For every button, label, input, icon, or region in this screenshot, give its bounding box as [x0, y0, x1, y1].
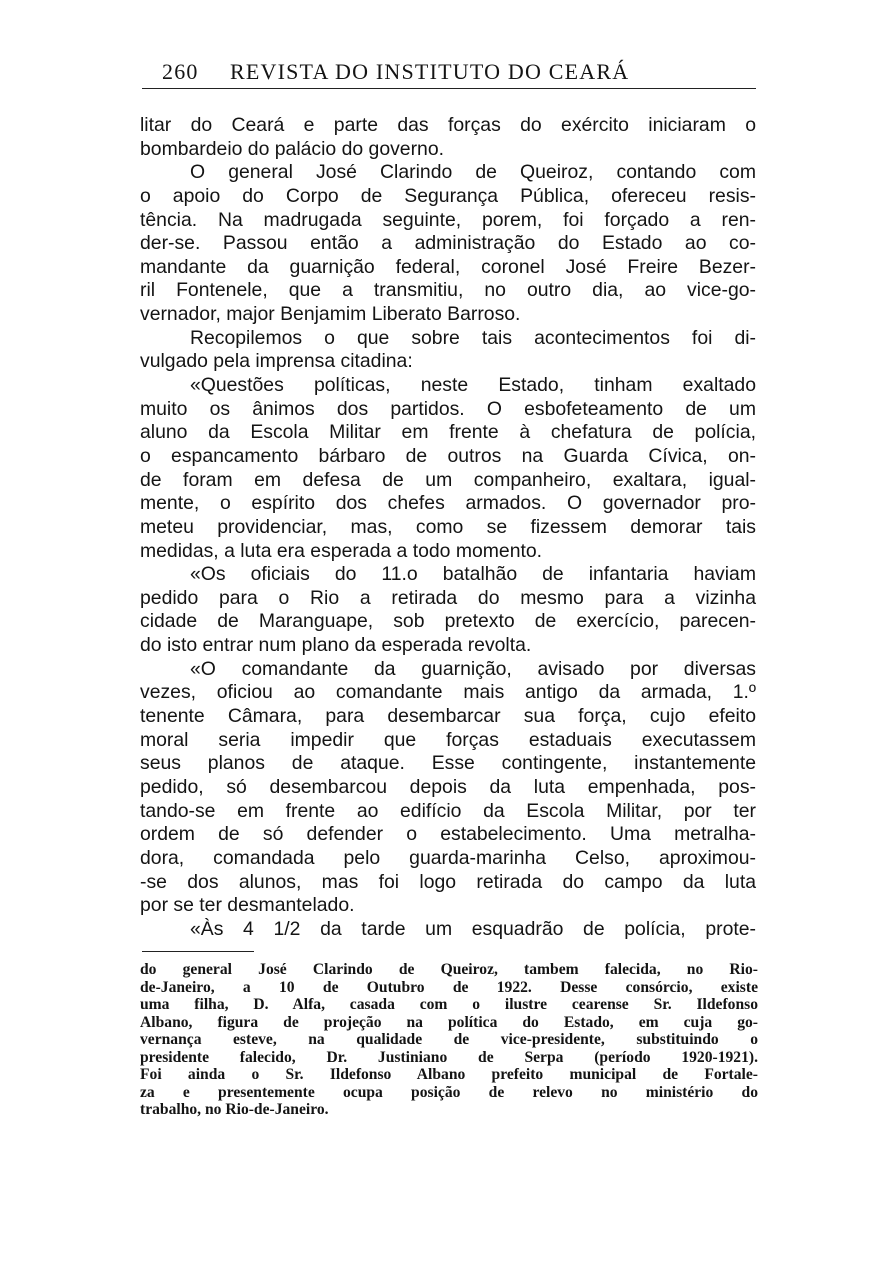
body-line: o espancamento bárbaro de outros na Guarda Cívica, on-	[140, 444, 756, 467]
body-line: mente, o espírito dos chefes armados. O governador pro-	[140, 492, 756, 515]
body-line: muito os ânimos dos partidos. O esbofeteamento de um	[140, 397, 756, 420]
body-line: dora, comandada pelo guarda-marinha Celso, aproximou-	[140, 846, 756, 869]
journal-title: REVISTA DO INSTITUTO DO CEARÁ	[230, 59, 630, 84]
body-line: meteu providenciar, mas, como se fizessem demorar tais	[140, 515, 756, 538]
footnote-line: do general José Clarindo de Queiroz, tambem falecida, no Rio-	[140, 961, 758, 978]
body-line: o apoio do Corpo de Segurança Pública, ofereceu resis-	[140, 184, 756, 207]
body-line: ril Fontenele, que a transmitiu, no outro dia, ao vice-go-	[140, 279, 756, 302]
footnote-line: presidente falecido, Dr. Justiniano de Serpa (período 1920-1921).	[140, 1048, 758, 1066]
body-line: aluno da Escola Militar em frente à chefatura de polícia,	[140, 421, 756, 444]
footnote-line: uma filha, D. Alfa, casada com o ilustre cearense Sr. Ildefonso	[140, 996, 758, 1014]
body-line: pedido, só desembarcou depois da luta empenhada, pos-	[140, 775, 756, 798]
page-number: 260	[162, 59, 199, 84]
body-line: por se ter desmantelado.	[140, 894, 355, 917]
footnote-divider	[142, 951, 254, 952]
footnote	[140, 961, 758, 1119]
body-line: tenente Câmara, para desembarcar sua força, cujo efeito	[140, 705, 756, 728]
body-line: mandante da guarnição federal, coronel José Freire Bezer-	[140, 255, 756, 278]
body-line: do isto entrar num plano da esperada revolta.	[140, 634, 532, 657]
body-line: O general José Clarindo de Queiroz, contando com	[190, 161, 756, 184]
body-line: seus planos de ataque. Esse contingente, instantemente	[140, 752, 756, 775]
body-line: vulgado pela imprensa citadina:	[140, 350, 413, 373]
body-line: vezes, oficiou ao comandante mais antigo da armada, 1.º	[140, 681, 756, 704]
body-line: -se dos alunos, mas foi logo retirada do campo da luta	[140, 870, 756, 893]
body-line: vernador, major Benjamim Liberato Barroso.	[140, 303, 521, 326]
footnote-line: Albano, figura de projeção na política do Estado, em cuja go-	[140, 1013, 758, 1031]
body-line: cidade de Maranguape, sob pretexto de exercício, parecen-	[140, 610, 756, 633]
body-line: ordem de só defender o estabelecimento. Uma metralha-	[140, 823, 756, 846]
body-text	[140, 114, 756, 941]
footnote-line: vernança esteve, na qualidade de vice-presidente, substituindo o	[140, 1031, 758, 1049]
footnote-line: za e presentemente ocupa posição de relevo no ministério do	[140, 1083, 758, 1101]
body-line: pedido para o Rio a retirada do mesmo para a vizinha	[140, 586, 756, 609]
body-line: bombardeio do palácio do governo.	[140, 137, 445, 160]
body-line: medidas, a luta era esperada a todo momento.	[140, 539, 543, 562]
footnote-line: Foi ainda o Sr. Ildefonso Albano prefeito municipal de Fortale-	[140, 1066, 758, 1084]
body-line: tando-se em frente ao edifício da Escola Militar, por ter	[140, 799, 756, 822]
body-line: «Às 4 1/2 da tarde um esquadrão de polícia, prote-	[190, 917, 756, 940]
body-line: «Questões políticas, neste Estado, tinham exaltado	[190, 374, 756, 397]
running-head	[142, 58, 756, 89]
body-line: de foram em defesa de um companheiro, exaltara, igual-	[140, 468, 756, 491]
footnote-line: trabalho, no Rio-de-Janeiro.	[140, 1101, 329, 1119]
body-line: moral seria impedir que forças estaduais executassem	[140, 728, 756, 751]
body-line: «Os oficiais do 11.o batalhão de infantaria haviam	[190, 563, 756, 586]
body-line: «O comandante da guarnição, avisado por diversas	[190, 657, 756, 680]
footnote-line: de-Janeiro, a 10 de Outubro de 1922. Desse consórcio, existe	[140, 978, 758, 996]
body-line: tência. Na madrugada seguinte, porem, foi forçado a ren-	[140, 208, 756, 231]
body-line: Recopilemos o que sobre tais acontecimentos foi di-	[190, 326, 756, 349]
body-line: der-se. Passou então a administração do Estado ao co-	[140, 232, 756, 255]
body-line: litar do Ceará e parte das forças do exército iniciaram o	[140, 114, 756, 136]
